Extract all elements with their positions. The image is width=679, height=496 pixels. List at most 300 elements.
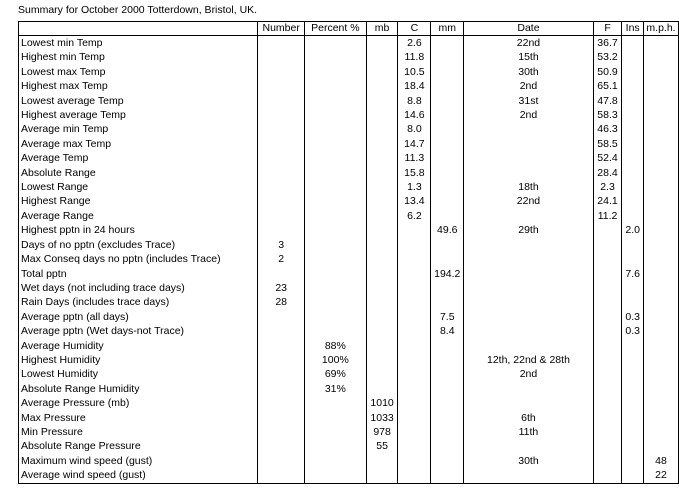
column-header-mm: mm — [431, 22, 464, 36]
cell-inches: 7.6 — [622, 267, 644, 281]
cell-mb — [366, 353, 398, 367]
cell-percent — [304, 310, 366, 324]
row-label: Highest average Temp — [19, 108, 258, 122]
cell-mm — [431, 454, 464, 468]
cell-date — [464, 122, 594, 136]
table-row — [19, 194, 679, 208]
cell-celsius — [398, 281, 431, 295]
cell-percent — [304, 65, 366, 79]
cell-number: 2 — [258, 252, 304, 266]
table-row — [19, 439, 679, 453]
cell-fahrenheit — [593, 223, 622, 237]
row-label: Average max Temp — [19, 137, 258, 151]
cell-fahrenheit — [593, 295, 622, 309]
table-row — [19, 310, 679, 324]
cell-inches — [622, 79, 644, 93]
cell-mm — [431, 180, 464, 194]
cell-fahrenheit — [593, 238, 622, 252]
cell-mb — [366, 267, 398, 281]
table-row — [19, 79, 679, 93]
cell-mph — [644, 281, 679, 295]
cell-mm — [431, 209, 464, 223]
cell-mm — [431, 353, 464, 367]
cell-mm — [431, 425, 464, 439]
cell-date — [464, 151, 594, 165]
row-label: Min Pressure — [19, 425, 258, 439]
row-label: Lowest max Temp — [19, 65, 258, 79]
cell-mm — [431, 79, 464, 93]
cell-percent — [304, 94, 366, 108]
cell-mb — [366, 194, 398, 208]
cell-inches — [622, 108, 644, 122]
table-row — [19, 180, 679, 194]
cell-percent — [304, 425, 366, 439]
cell-celsius: 14.7 — [398, 137, 431, 151]
cell-number — [258, 310, 304, 324]
cell-percent — [304, 396, 366, 410]
cell-celsius — [398, 252, 431, 266]
cell-mph — [644, 137, 679, 151]
cell-fahrenheit — [593, 339, 622, 353]
cell-number — [258, 439, 304, 453]
cell-inches — [622, 295, 644, 309]
cell-number: 3 — [258, 238, 304, 252]
cell-celsius: 6.2 — [398, 209, 431, 223]
row-label: Maximum wind speed (gust) — [19, 454, 258, 468]
cell-mph — [644, 339, 679, 353]
row-label: Average pptn (Wet days-not Trace) — [19, 324, 258, 338]
column-header-celsius: C — [398, 22, 431, 36]
cell-mm — [431, 252, 464, 266]
cell-percent: 100% — [304, 353, 366, 367]
cell-inches — [622, 166, 644, 180]
cell-fahrenheit: 58.3 — [593, 108, 622, 122]
cell-inches — [622, 468, 644, 483]
cell-fahrenheit: 28.4 — [593, 166, 622, 180]
cell-mb — [366, 295, 398, 309]
cell-percent — [304, 180, 366, 194]
cell-mm: 49.6 — [431, 223, 464, 237]
cell-fahrenheit: 11.2 — [593, 209, 622, 223]
row-label: Average Humidity — [19, 339, 258, 353]
table-row — [19, 382, 679, 396]
cell-celsius — [398, 439, 431, 453]
cell-mb: 1033 — [366, 411, 398, 425]
cell-number — [258, 324, 304, 338]
cell-celsius: 10.5 — [398, 65, 431, 79]
row-label: Average Pressure (mb) — [19, 396, 258, 410]
cell-fahrenheit — [593, 454, 622, 468]
row-label: Highest min Temp — [19, 50, 258, 64]
cell-mb — [366, 238, 398, 252]
cell-percent — [304, 108, 366, 122]
table-row — [19, 267, 679, 281]
cell-number — [258, 151, 304, 165]
cell-mph — [644, 223, 679, 237]
cell-inches — [622, 252, 644, 266]
row-label: Total pptn — [19, 267, 258, 281]
cell-mb — [366, 324, 398, 338]
cell-fahrenheit — [593, 439, 622, 453]
cell-mph: 48 — [644, 454, 679, 468]
cell-percent — [304, 166, 366, 180]
table-row — [19, 50, 679, 64]
cell-mph — [644, 36, 679, 51]
column-header-number: Number — [258, 22, 304, 36]
cell-mb — [366, 151, 398, 165]
cell-inches — [622, 454, 644, 468]
row-label: Highest pptn in 24 hours — [19, 223, 258, 237]
cell-inches — [622, 367, 644, 381]
cell-number — [258, 396, 304, 410]
cell-mb — [366, 382, 398, 396]
cell-inches — [622, 194, 644, 208]
table-row — [19, 166, 679, 180]
table-row — [19, 151, 679, 165]
cell-celsius — [398, 223, 431, 237]
table-row — [19, 411, 679, 425]
cell-mm — [431, 36, 464, 51]
cell-mb — [366, 94, 398, 108]
cell-number — [258, 454, 304, 468]
cell-mb: 1010 — [366, 396, 398, 410]
cell-mph — [644, 65, 679, 79]
cell-fahrenheit — [593, 396, 622, 410]
cell-date: 6th — [464, 411, 594, 425]
cell-date: 2nd — [464, 79, 594, 93]
cell-percent — [304, 194, 366, 208]
cell-inches: 0.3 — [622, 324, 644, 338]
cell-percent — [304, 223, 366, 237]
cell-percent: 88% — [304, 339, 366, 353]
cell-inches: 2.0 — [622, 223, 644, 237]
cell-mph — [644, 50, 679, 64]
column-header-date: Date — [464, 22, 594, 36]
cell-inches — [622, 65, 644, 79]
cell-fahrenheit: 50.9 — [593, 65, 622, 79]
cell-mm — [431, 65, 464, 79]
cell-fahrenheit — [593, 353, 622, 367]
cell-date — [464, 310, 594, 324]
cell-inches — [622, 36, 644, 51]
cell-number — [258, 194, 304, 208]
cell-mm — [431, 194, 464, 208]
cell-celsius — [398, 238, 431, 252]
cell-mm: 194.2 — [431, 267, 464, 281]
cell-percent — [304, 209, 366, 223]
cell-celsius — [398, 310, 431, 324]
cell-percent — [304, 439, 366, 453]
cell-percent — [304, 36, 366, 51]
cell-date: 31st — [464, 94, 594, 108]
cell-mm: 7.5 — [431, 310, 464, 324]
cell-mm — [431, 166, 464, 180]
cell-percent — [304, 454, 366, 468]
cell-mph — [644, 382, 679, 396]
cell-date: 12th, 22nd & 28th — [464, 353, 594, 367]
cell-inches — [622, 151, 644, 165]
cell-percent — [304, 50, 366, 64]
cell-date: 30th — [464, 454, 594, 468]
cell-inches — [622, 94, 644, 108]
cell-fahrenheit — [593, 310, 622, 324]
cell-mph: 22 — [644, 468, 679, 483]
cell-date: 11th — [464, 425, 594, 439]
cell-mb — [366, 166, 398, 180]
row-label: Highest Humidity — [19, 353, 258, 367]
cell-celsius: 11.3 — [398, 151, 431, 165]
table-row — [19, 454, 679, 468]
cell-inches — [622, 137, 644, 151]
cell-mb — [366, 79, 398, 93]
cell-mm — [431, 468, 464, 483]
cell-inches — [622, 396, 644, 410]
cell-celsius — [398, 396, 431, 410]
cell-fahrenheit: 65.1 — [593, 79, 622, 93]
page-title: Summary for October 2000 Totterdown, Bristol, UK. — [18, 4, 258, 16]
cell-inches — [622, 180, 644, 194]
cell-celsius: 1.3 — [398, 180, 431, 194]
cell-percent — [304, 267, 366, 281]
table-row — [19, 353, 679, 367]
cell-celsius — [398, 353, 431, 367]
cell-date — [464, 238, 594, 252]
cell-number: 28 — [258, 295, 304, 309]
table-row — [19, 65, 679, 79]
cell-celsius: 11.8 — [398, 50, 431, 64]
cell-percent — [304, 79, 366, 93]
cell-number — [258, 79, 304, 93]
row-label: Average Temp — [19, 151, 258, 165]
cell-mph — [644, 79, 679, 93]
cell-celsius: 15.8 — [398, 166, 431, 180]
cell-mph — [644, 151, 679, 165]
cell-mb — [366, 50, 398, 64]
cell-date — [464, 267, 594, 281]
cell-mm — [431, 238, 464, 252]
cell-mb — [366, 209, 398, 223]
header-row — [19, 22, 679, 36]
cell-mm — [431, 122, 464, 136]
cell-celsius: 13.4 — [398, 194, 431, 208]
cell-mm — [431, 50, 464, 64]
cell-mph — [644, 209, 679, 223]
cell-mph — [644, 238, 679, 252]
cell-mph — [644, 439, 679, 453]
cell-fahrenheit: 46.3 — [593, 122, 622, 136]
cell-fahrenheit: 53.2 — [593, 50, 622, 64]
cell-mb — [366, 252, 398, 266]
table-row — [19, 468, 679, 483]
cell-fahrenheit: 24.1 — [593, 194, 622, 208]
cell-celsius — [398, 295, 431, 309]
table-row — [19, 223, 679, 237]
table-row — [19, 252, 679, 266]
row-label: Rain Days (includes trace days) — [19, 295, 258, 309]
cell-percent: 69% — [304, 367, 366, 381]
cell-date: 22nd — [464, 36, 594, 51]
cell-fahrenheit: 58.5 — [593, 137, 622, 151]
cell-mph — [644, 295, 679, 309]
table-row — [19, 324, 679, 338]
cell-mm — [431, 382, 464, 396]
cell-date — [464, 281, 594, 295]
cell-fahrenheit — [593, 425, 622, 439]
row-label: Lowest Humidity — [19, 367, 258, 381]
cell-mm — [431, 367, 464, 381]
column-header-label — [19, 22, 258, 36]
cell-celsius — [398, 324, 431, 338]
cell-number — [258, 209, 304, 223]
cell-fahrenheit — [593, 367, 622, 381]
cell-mb — [366, 180, 398, 194]
cell-number — [258, 180, 304, 194]
cell-number — [258, 425, 304, 439]
column-header-percent: Percent % — [304, 22, 366, 36]
cell-mb: 978 — [366, 425, 398, 439]
cell-mph — [644, 411, 679, 425]
cell-number — [258, 223, 304, 237]
cell-percent: 31% — [304, 382, 366, 396]
cell-mph — [644, 108, 679, 122]
cell-fahrenheit — [593, 324, 622, 338]
column-header-mph: m.p.h. — [644, 22, 679, 36]
cell-inches — [622, 209, 644, 223]
cell-date — [464, 339, 594, 353]
cell-celsius — [398, 411, 431, 425]
cell-mph — [644, 267, 679, 281]
table-row — [19, 396, 679, 410]
cell-date — [464, 209, 594, 223]
cell-date: 29th — [464, 223, 594, 237]
cell-fahrenheit: 36.7 — [593, 36, 622, 51]
cell-number — [258, 122, 304, 136]
cell-mph — [644, 166, 679, 180]
cell-mm — [431, 295, 464, 309]
cell-celsius — [398, 339, 431, 353]
cell-inches — [622, 411, 644, 425]
cell-inches — [622, 339, 644, 353]
cell-mb — [366, 310, 398, 324]
cell-number — [258, 339, 304, 353]
cell-celsius — [398, 468, 431, 483]
table-row — [19, 209, 679, 223]
cell-number — [258, 382, 304, 396]
cell-date: 15th — [464, 50, 594, 64]
cell-mph — [644, 252, 679, 266]
column-header-mb: mb — [366, 22, 398, 36]
table-row — [19, 122, 679, 136]
cell-number — [258, 267, 304, 281]
cell-percent — [304, 411, 366, 425]
cell-celsius — [398, 367, 431, 381]
cell-percent — [304, 281, 366, 295]
cell-mb — [366, 137, 398, 151]
cell-number — [258, 50, 304, 64]
cell-mm — [431, 281, 464, 295]
cell-mb — [366, 108, 398, 122]
cell-mm: 8.4 — [431, 324, 464, 338]
cell-percent — [304, 137, 366, 151]
cell-mph — [644, 194, 679, 208]
cell-number — [258, 94, 304, 108]
cell-inches — [622, 122, 644, 136]
table-row — [19, 137, 679, 151]
cell-date — [464, 252, 594, 266]
cell-percent — [304, 295, 366, 309]
cell-celsius — [398, 454, 431, 468]
row-label: Average wind speed (gust) — [19, 468, 258, 483]
cell-inches — [622, 281, 644, 295]
table-row — [19, 94, 679, 108]
cell-number — [258, 468, 304, 483]
table-row — [19, 425, 679, 439]
cell-celsius — [398, 267, 431, 281]
cell-mb — [366, 454, 398, 468]
cell-percent — [304, 252, 366, 266]
table-row — [19, 108, 679, 122]
cell-fahrenheit: 52.4 — [593, 151, 622, 165]
cell-inches — [622, 425, 644, 439]
table-row — [19, 36, 679, 51]
cell-mm — [431, 339, 464, 353]
cell-number — [258, 137, 304, 151]
cell-mb: 55 — [366, 439, 398, 453]
row-label: Max Pressure — [19, 411, 258, 425]
cell-mm — [431, 151, 464, 165]
cell-inches — [622, 50, 644, 64]
cell-fahrenheit — [593, 267, 622, 281]
cell-percent — [304, 324, 366, 338]
cell-fahrenheit — [593, 281, 622, 295]
cell-mm — [431, 411, 464, 425]
row-label: Max Conseq days no pptn (includes Trace) — [19, 252, 258, 266]
column-header-fahrenheit: F — [593, 22, 622, 36]
cell-inches — [622, 353, 644, 367]
cell-mph — [644, 353, 679, 367]
cell-mb — [366, 468, 398, 483]
row-label: Average Range — [19, 209, 258, 223]
cell-date: 30th — [464, 65, 594, 79]
row-label: Average pptn (all days) — [19, 310, 258, 324]
cell-date — [464, 396, 594, 410]
cell-fahrenheit: 2.3 — [593, 180, 622, 194]
cell-mph — [644, 122, 679, 136]
cell-celsius — [398, 425, 431, 439]
cell-fahrenheit — [593, 382, 622, 396]
table-row — [19, 238, 679, 252]
cell-mb — [366, 65, 398, 79]
cell-mph — [644, 396, 679, 410]
cell-fahrenheit — [593, 252, 622, 266]
row-label: Days of no pptn (excludes Trace) — [19, 238, 258, 252]
cell-date — [464, 439, 594, 453]
cell-mph — [644, 94, 679, 108]
cell-mm — [431, 108, 464, 122]
cell-number — [258, 353, 304, 367]
cell-mm — [431, 137, 464, 151]
cell-number — [258, 166, 304, 180]
cell-inches — [622, 382, 644, 396]
cell-fahrenheit — [593, 411, 622, 425]
cell-date: 2nd — [464, 367, 594, 381]
cell-percent — [304, 468, 366, 483]
cell-date — [464, 137, 594, 151]
cell-percent — [304, 122, 366, 136]
cell-date — [464, 166, 594, 180]
table-row — [19, 295, 679, 309]
row-label: Absolute Range Humidity — [19, 382, 258, 396]
